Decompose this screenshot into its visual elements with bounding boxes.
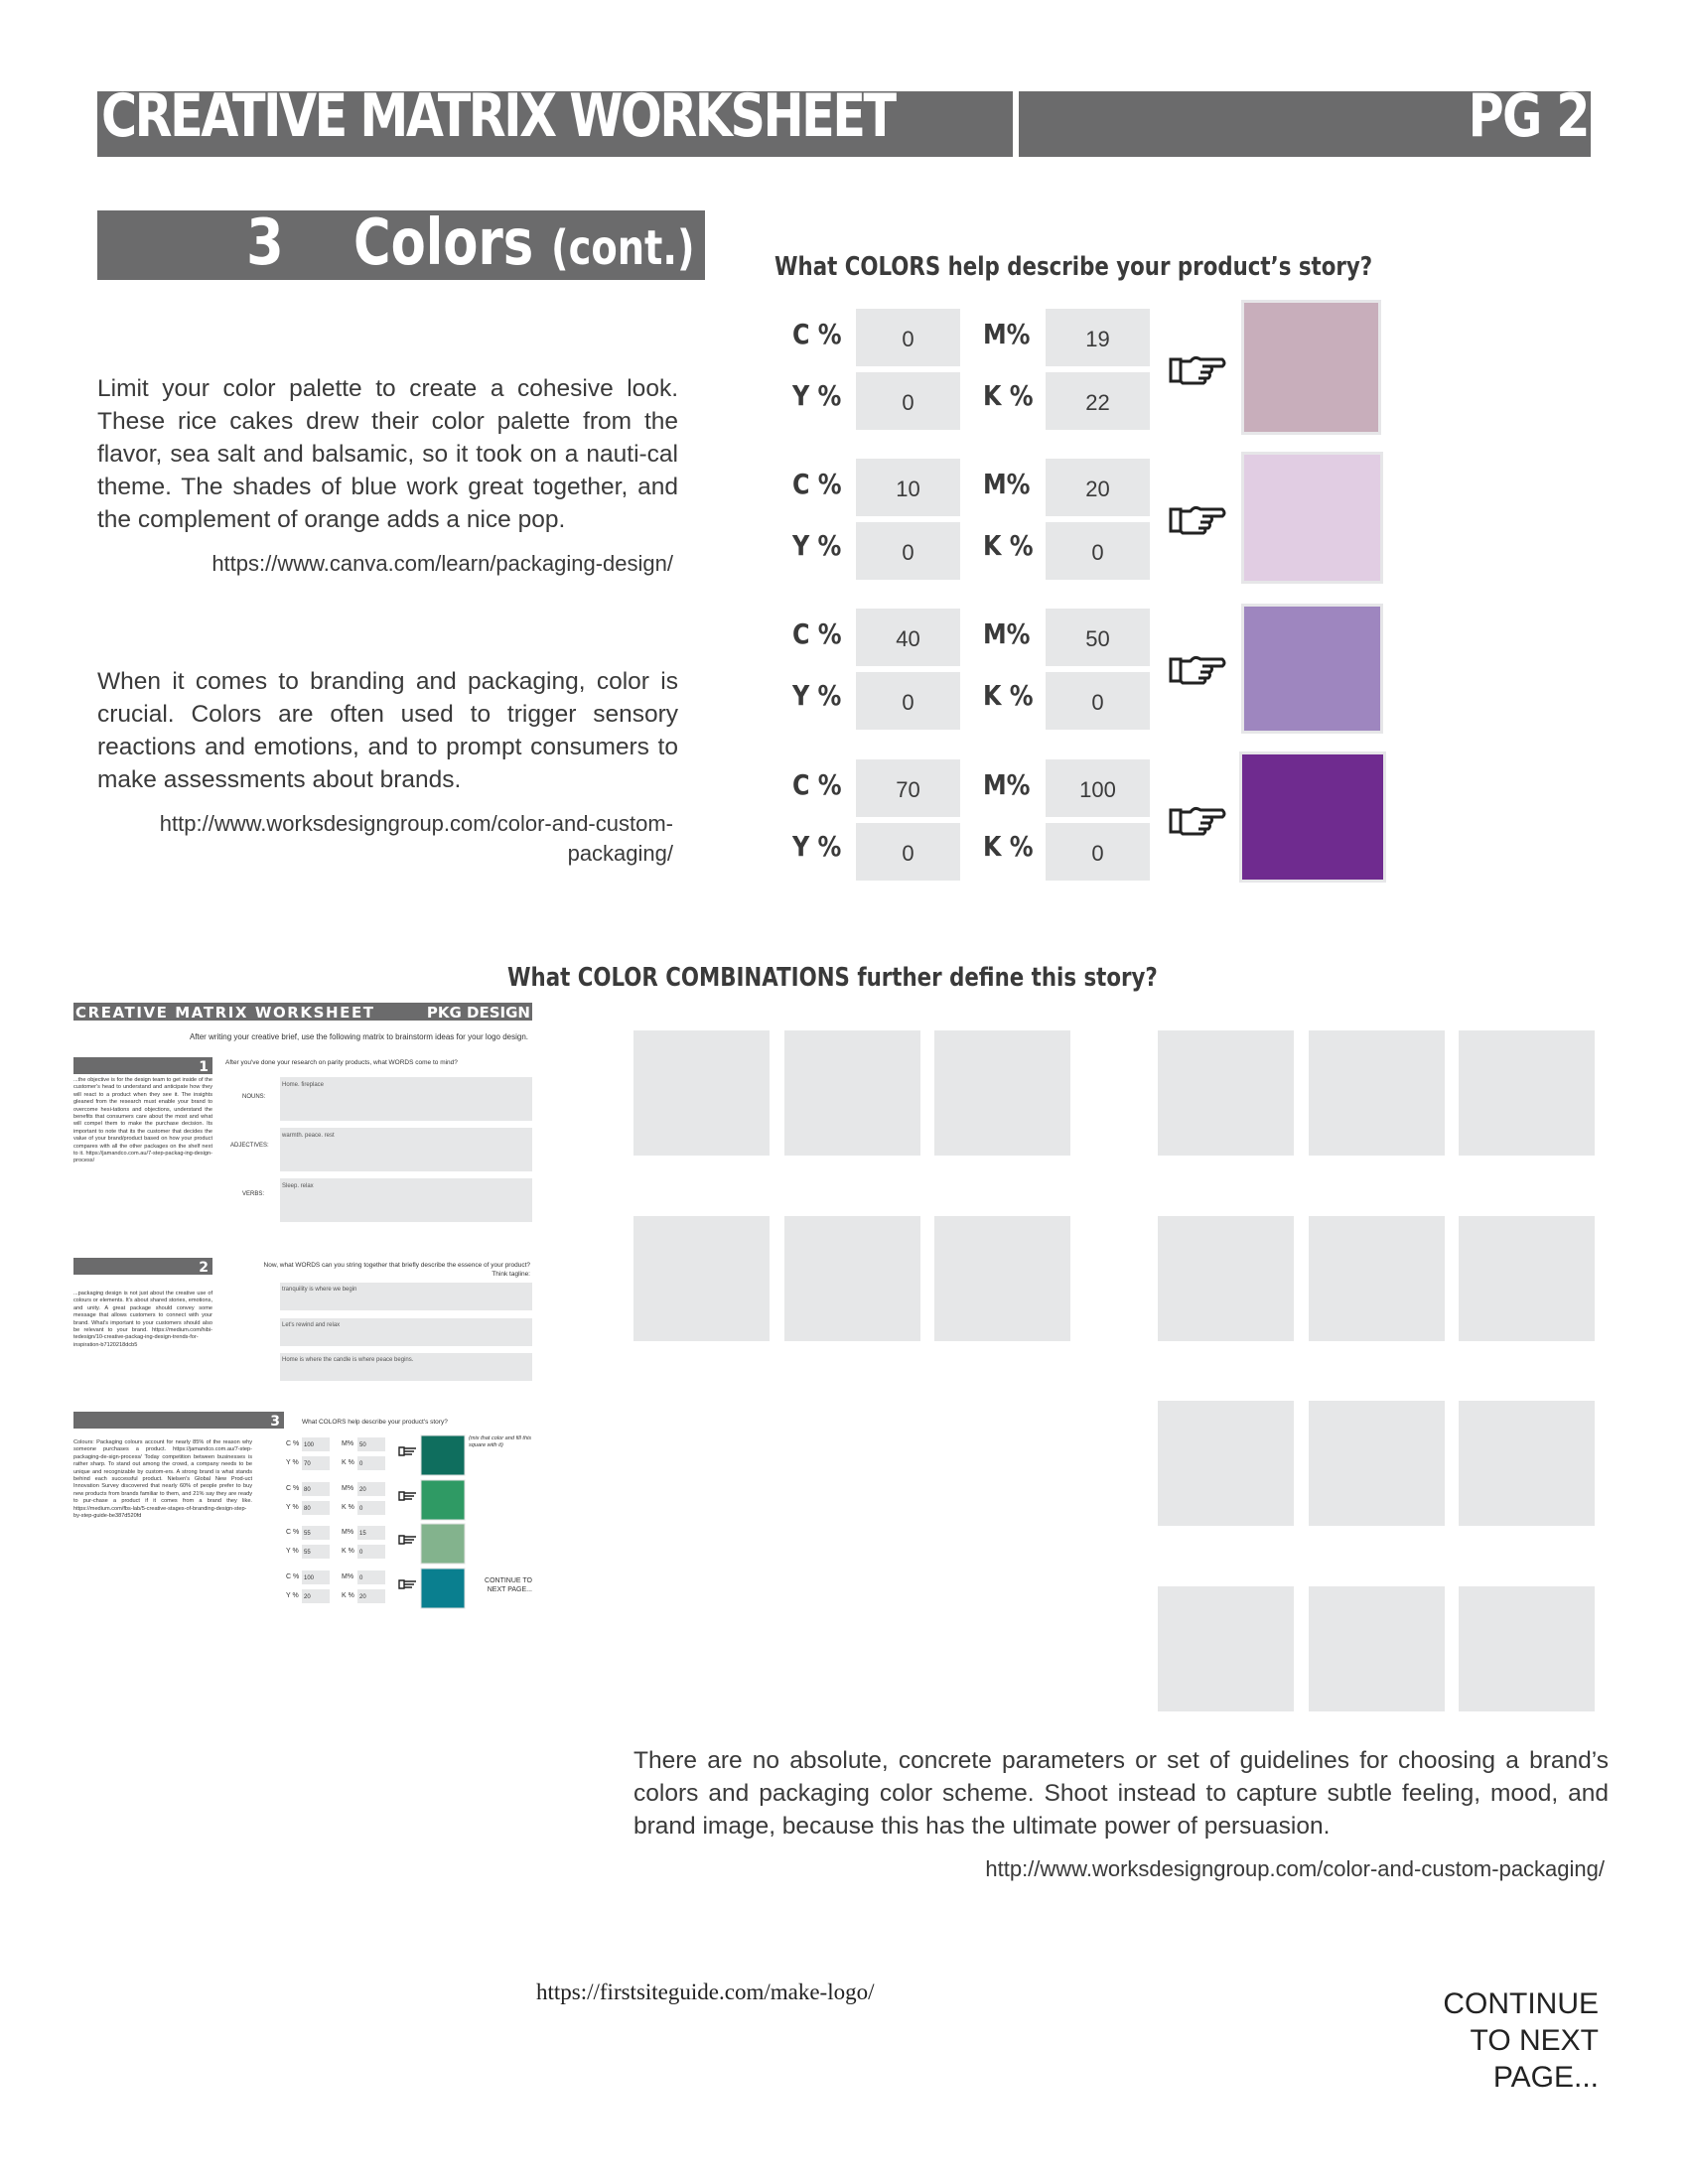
svg-text:Let's rewind and relax: Let's rewind and relax xyxy=(282,1322,341,1328)
guidelines-paragraph: There are no absolute, concrete parameters or set of guidelines for choosing a brand’s colors and packaging color scheme. Shoot instead to capture subtle feeling, mood, and brand image, because this has the ultimate power of persuasion. xyxy=(633,1747,1609,1840)
previous-page-thumbnail xyxy=(71,1003,536,1618)
color-swatch[interactable] xyxy=(1241,604,1383,734)
svg-text:20: 20 xyxy=(304,1594,311,1600)
combination-box[interactable] xyxy=(1459,1030,1595,1156)
canva-link[interactable]: https://www.canva.com/learn/packaging-design/ xyxy=(211,551,673,576)
black-label: K % xyxy=(983,830,1034,863)
header-banner xyxy=(97,81,1591,157)
svg-text:CREATIVE MATRIX WORKSHEET: CREATIVE MATRIX WORKSHEET xyxy=(75,1004,373,1022)
worksdesign-link-b[interactable]: packaging/ xyxy=(567,841,673,866)
magenta-label: M% xyxy=(983,318,1031,350)
combination-box[interactable] xyxy=(1158,1586,1294,1711)
svg-text:50: 50 xyxy=(359,1442,366,1448)
svg-text:0: 0 xyxy=(359,1575,363,1581)
combination-box[interactable] xyxy=(1459,1216,1595,1341)
svg-text:3: 3 xyxy=(270,1414,280,1430)
black-label: K % xyxy=(983,679,1034,712)
black-value[interactable]: 0 xyxy=(1046,823,1150,881)
cyan-label: C % xyxy=(792,318,842,350)
cyan-value[interactable]: 40 xyxy=(856,609,960,666)
black-value[interactable]: 0 xyxy=(1046,522,1150,580)
worksheet-title: CREATIVE MATRIX WORKSHEET xyxy=(101,81,895,151)
worksdesign-link-bottom[interactable]: http://www.worksdesigngroup.com/color-and-custom-packaging/ xyxy=(985,1856,1605,1881)
svg-text:VERBS:: VERBS: xyxy=(242,1191,265,1197)
svg-text:1: 1 xyxy=(199,1059,209,1075)
combination-box[interactable] xyxy=(934,1216,1070,1341)
cyan-label: C % xyxy=(792,768,842,801)
firstsiteguide-link[interactable]: https://firstsiteguide.com/make-logo/ xyxy=(536,1979,875,2004)
combination-box[interactable] xyxy=(934,1030,1070,1156)
pointing-hand-icon xyxy=(1167,349,1226,389)
combination-box[interactable] xyxy=(1309,1216,1445,1341)
svg-text:warmth. peace. rest: warmth. peace. rest xyxy=(282,1133,335,1139)
cyan-value[interactable]: 70 xyxy=(856,759,960,817)
svg-text:K %: K % xyxy=(342,1592,354,1599)
svg-text:20: 20 xyxy=(359,1487,366,1493)
section-title: Colors (cont.) xyxy=(353,206,695,280)
black-label: K % xyxy=(983,379,1034,412)
svg-text:15: 15 xyxy=(359,1531,366,1537)
pointing-hand-icon xyxy=(1167,649,1226,689)
combination-box[interactable] xyxy=(633,1216,770,1341)
magenta-value[interactable]: 20 xyxy=(1046,459,1150,516)
cyan-label: C % xyxy=(792,468,842,500)
yellow-value[interactable]: 0 xyxy=(856,522,960,580)
palette-paragraph: Limit your color palette to create a cohesive look. These rice cakes drew their color palette from the flavor, sea salt and balsamic, so it took on a nauti-cal theme. The shades of blue work great together, and the complement of orange adds a nice pop. xyxy=(97,375,678,533)
magenta-label: M% xyxy=(983,617,1031,650)
svg-text:100: 100 xyxy=(304,1442,315,1448)
svg-text:Think tagline:: Think tagline: xyxy=(492,1271,530,1278)
black-label: K % xyxy=(983,529,1034,562)
combination-box[interactable] xyxy=(633,1030,770,1156)
magenta-label: M% xyxy=(983,468,1031,500)
yellow-label: Y % xyxy=(792,379,842,412)
svg-text:2: 2 xyxy=(199,1260,209,1276)
combination-box[interactable] xyxy=(784,1216,920,1341)
yellow-label: Y % xyxy=(792,529,842,562)
cyan-value[interactable]: 0 xyxy=(856,309,960,366)
combination-box[interactable] xyxy=(1459,1401,1595,1526)
yellow-label: Y % xyxy=(792,830,842,863)
combination-box[interactable] xyxy=(1309,1586,1445,1711)
magenta-value[interactable]: 100 xyxy=(1046,759,1150,817)
black-value[interactable]: 22 xyxy=(1046,372,1150,430)
svg-text:100: 100 xyxy=(304,1575,315,1581)
worksdesign-link-a[interactable]: http://www.worksdesigngroup.com/color-and-custom- xyxy=(159,811,673,836)
svg-text:Home. fireplace: Home. fireplace xyxy=(282,1082,325,1088)
svg-text:C %: C % xyxy=(286,1485,300,1492)
svg-text:0: 0 xyxy=(359,1461,363,1467)
svg-text:Sleep. relax: Sleep. relax xyxy=(282,1183,314,1189)
svg-text:80: 80 xyxy=(304,1487,311,1493)
combination-box[interactable] xyxy=(1459,1586,1595,1711)
svg-text:NOUNS:: NOUNS: xyxy=(242,1094,266,1100)
pointing-hand-icon xyxy=(1167,499,1226,539)
color-swatch[interactable] xyxy=(1241,300,1381,435)
svg-text:What COLORS help describe your: What COLORS help describe your product's story? xyxy=(302,1419,448,1426)
svg-text:PKG DESIGN: PKG DESIGN xyxy=(426,1004,530,1022)
color-swatch[interactable] xyxy=(1241,452,1383,584)
magenta-label: M% xyxy=(983,768,1031,801)
continue-note: CONTINUE TO NEXT PAGE... xyxy=(1443,1987,1599,2094)
svg-text:K %: K % xyxy=(342,1459,354,1466)
yellow-label: Y % xyxy=(792,679,842,712)
svg-text:Y %: Y % xyxy=(286,1548,299,1555)
svg-text:ADJECTIVES:: ADJECTIVES: xyxy=(230,1143,269,1149)
cyan-label: C % xyxy=(792,617,842,650)
colors-question: What COLORS help describe your product’s story? xyxy=(774,252,1373,282)
svg-text:80: 80 xyxy=(304,1506,311,1512)
black-value[interactable]: 0 xyxy=(1046,672,1150,730)
svg-text:Y %: Y % xyxy=(286,1504,299,1511)
combinations-question: What COLOR COMBINATIONS further define this story? xyxy=(507,963,1158,993)
svg-text:Y %: Y % xyxy=(286,1592,299,1599)
thumbnail-figure: CREATIVE MATRIX WORKSHEET PKG DESIGN After writing your creative brief, use the following matrix to brainstorm ideas for your logo design. 1 ...the objective is for the design team to get inside of the customer's head to understand and anticipate how they will react to a product when they see it. The insights gleaned from the research must enable your brand to overcome hesi-tations and objections, understand the benefits that consumers care about the most and what will compel them to make the purchase decision. Its important to note that its the customer that decides the value of your brand/product based on how your product compares with all the other packages on the shelf next to it. https://jamandco.com.au/7-step-packag-ing-design-process/ After you've done your research on parity products, what WORDS come to mind? NOUNS: Home. fireplace ADJECTIVES: warmth. peace. rest VERBS: Sleep. relax 2 Now, what WORDS can you string together that briefly describe the essence of your product? Think tagline: ...packaging design is not just about the creative use of colours or elements. It's about shared stories, emotions, and unity. A great package should convey some message that allows customers to connect with your brand. What's important to your customers should also be relevant to your brand. https://medium.com/hibi-tedesign/10-creative-packag-ing-design-trends-for-inspiration-b7120218dcb5 tranquility is where we begin Let's rewind and relax Home is where the candle is where peace begins. 3 What COLORS help describe your product's story? Colours: Packaging colours account for nearly 85% of the reason why someone purchases a product. https://jamandco.com.au/7-step-packaging-de-sign-process/ Today competition between businesses is rather sharp. To stand out among the crowd, a company needs to be unique and recognizable by custom-ers. A strong brand is what stands behind each successful product. Nielsen's Global New Prod-uct Innovation Survey discovered that nearly 60% of people prefer to buy new products from brands familiar to them, and 21% say they are ready to pur-chase a product if it comes from a brand they like. https://medium.com/fbs-lab/5-creative-stages-of-branding-design-step-by-step-guide-be387d520fd (mix that color and fill this square with it) CONTINUE TO NEXT PAGE... C % 100 M% 50Y % 70 K % 0C % 80 M% 20Y % 80 K % 0C % 55 M% 15Y % 55 K % 0C % 100 M% 0Y % 20 K % 20 xyxy=(71,1003,536,1618)
combination-box[interactable] xyxy=(1309,1401,1445,1526)
combination-box[interactable] xyxy=(1158,1401,1294,1526)
svg-text:M%: M% xyxy=(342,1485,354,1492)
svg-text:55: 55 xyxy=(304,1550,311,1556)
svg-text:Home is where the candle is wh: Home is where the candle is where peace begins. xyxy=(282,1357,414,1363)
magenta-value[interactable]: 50 xyxy=(1046,609,1150,666)
cyan-value[interactable]: 10 xyxy=(856,459,960,516)
svg-text:C %: C % xyxy=(286,1529,300,1536)
svg-text:M%: M% xyxy=(342,1573,354,1580)
magenta-value[interactable]: 19 xyxy=(1046,309,1150,366)
section-number: 3 xyxy=(246,206,284,280)
svg-text:M%: M% xyxy=(342,1529,354,1536)
combination-box[interactable] xyxy=(1309,1030,1445,1156)
section-heading xyxy=(97,206,705,280)
branding-paragraph: When it comes to branding and packaging, color is crucial. Colors are often used to trigger sensory reactions and emotions, and to prompt consumers to make assessments about brands. xyxy=(97,668,678,793)
combination-box[interactable] xyxy=(784,1030,920,1156)
svg-text:M%: M% xyxy=(342,1440,354,1447)
pointing-hand-icon xyxy=(1167,800,1226,840)
svg-text:70: 70 xyxy=(304,1461,311,1467)
svg-text:tranquility is where we begin: tranquility is where we begin xyxy=(282,1287,357,1293)
svg-text:0: 0 xyxy=(359,1506,363,1512)
yellow-value[interactable]: 0 xyxy=(856,672,960,730)
svg-text:Now, what WORDS can you string: Now, what WORDS can you string together that briefly describe the essence of your product? xyxy=(263,1262,530,1269)
svg-text:After you've done your researc: After you've done your research on parity products, what WORDS come to mind? xyxy=(225,1059,458,1066)
combination-box[interactable] xyxy=(1158,1030,1294,1156)
svg-text:C %: C % xyxy=(286,1440,300,1447)
svg-text:K %: K % xyxy=(342,1548,354,1555)
svg-text:After writing your creative br: After writing your creative brief, use the following matrix to brainstorm ideas for your logo design. xyxy=(189,1032,528,1041)
combination-box[interactable] xyxy=(1158,1216,1294,1341)
yellow-value[interactable]: 0 xyxy=(856,372,960,430)
page-number: PG 2 xyxy=(1468,81,1589,151)
color-swatch[interactable] xyxy=(1239,751,1386,883)
yellow-value[interactable]: 0 xyxy=(856,823,960,881)
svg-text:0: 0 xyxy=(359,1550,363,1556)
svg-text:Y %: Y % xyxy=(286,1459,299,1466)
svg-text:55: 55 xyxy=(304,1531,311,1537)
svg-text:K %: K % xyxy=(342,1504,354,1511)
svg-text:C %: C % xyxy=(286,1573,300,1580)
svg-text:20: 20 xyxy=(359,1594,366,1600)
